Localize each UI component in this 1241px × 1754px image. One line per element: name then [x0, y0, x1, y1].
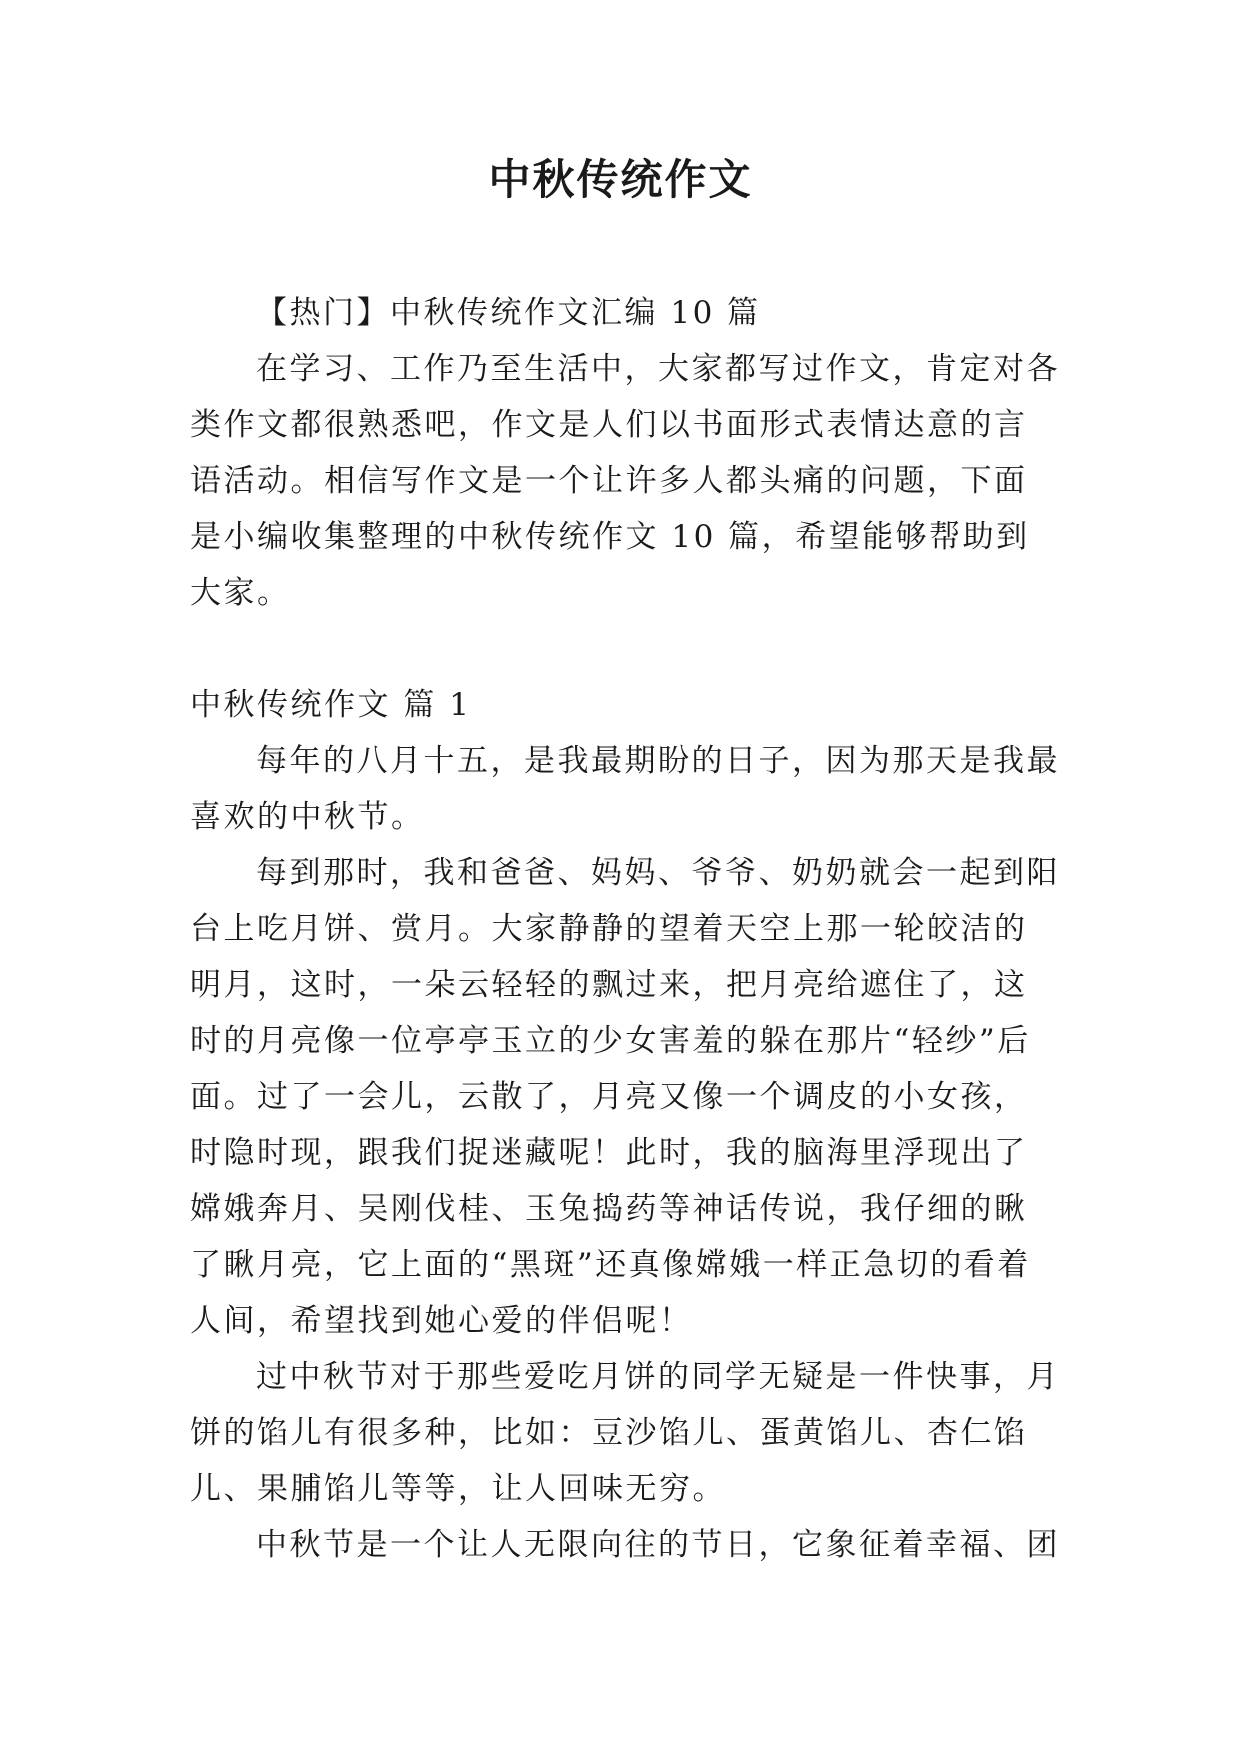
body-paragraph: 中秋节是一个让人无限向往的节日，它象征着幸福、团	[256, 1527, 1060, 1563]
body-paragraph: 过中秋节对于那些爱吃月饼的同学无疑是一件快事，月饼的馅儿有很多种，比如：豆沙馅儿、蛋黄馅儿、杏仁馅儿、果脯馅儿等等，让人回味无穷。	[190, 1359, 1060, 1507]
document-title: 中秋传统作文	[488, 155, 753, 204]
section-title: 中秋传统作文 篇 1	[190, 687, 472, 723]
intro-paragraph: 在学习、工作乃至生活中，大家都写过作文，肯定对各类作文都很熟悉吧，作文是人们以书面形式表情达意的言语活动。相信写作文是一个让许多人都头痛的问题，下面是小编收集整理的中秋传统作文 10 篇，希望能够帮助到大家。	[190, 351, 1060, 611]
intro-heading: 【热门】中秋传统作文汇编 10 篇	[256, 295, 761, 331]
body-paragraph: 每到那时，我和爸爸、妈妈、爷爷、奶奶就会一起到阳台上吃月饼、赏月。大家静静的望着天空上那一轮皎洁的明月，这时，一朵云轻轻的飘过来，把月亮给遮住了，这时的月亮像一位亭亭玉立的少女害羞的躲在那片“轻纱”后面。过了一会儿，云散了，月亮又像一个调皮的小女孩，时隐时现，跟我们捉迷藏呢！此时，我的脑海里浮现出了嫦娥奔月、吴刚伐桂、玉兔捣药等神话传说，我仔细的瞅了瞅月亮，它上面的“黑斑”还真像嫦娥一样正急切的看着人间，希望找到她心爱的伴侣呢！	[190, 855, 1060, 1339]
document-body	[190, 285, 1060, 1573]
body-paragraph: 每年的八月十五，是我最期盼的日子，因为那天是我最喜欢的中秋节。	[190, 743, 1060, 835]
